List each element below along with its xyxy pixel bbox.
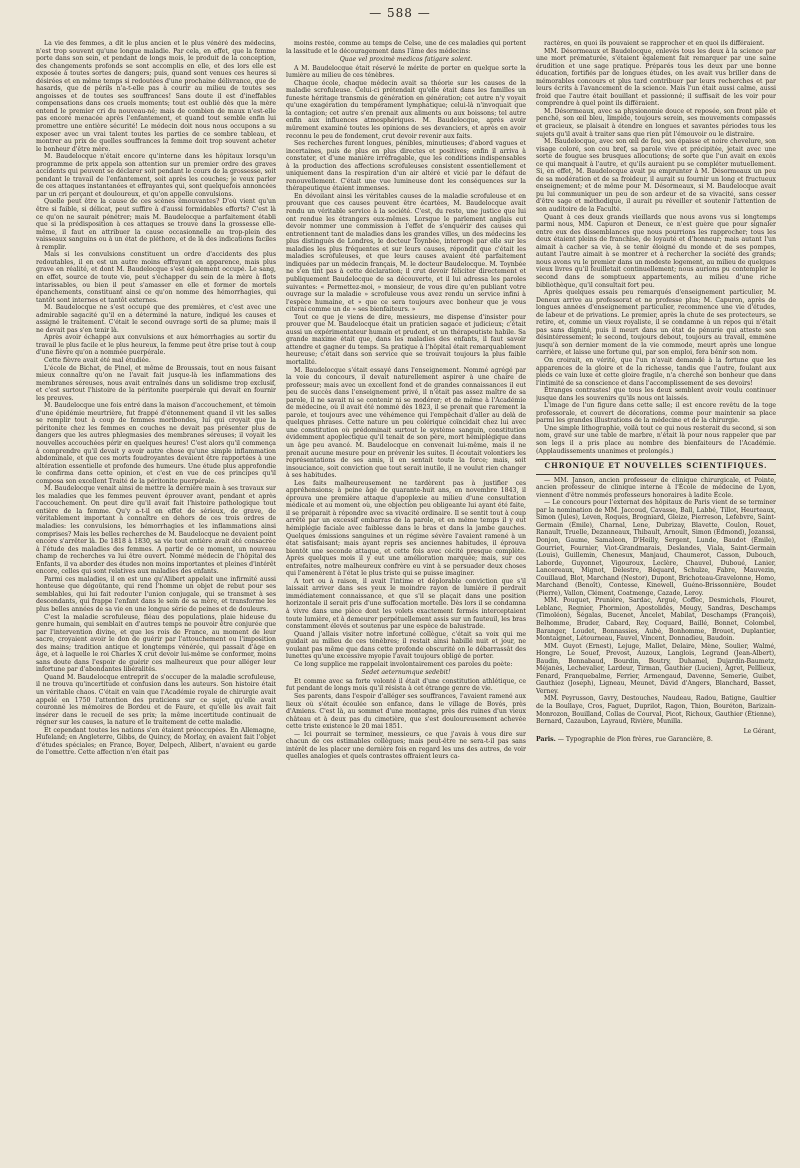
paragraph: La vie des femmes, a dit le plus ancien et le plus vénéré des médecins, n'est trop souvent qu'une longue maladie. Par cela, en effet, que la femme porte dans son sein, et pendant de longs mois, le produit de la conception, des changements profonds se sont accomplis en elle, et des lors elle est exposée à toutes sortes de dangers; puis, quand sont venues ces heures si désirées et en même temps si redoutées d'une prochaine délivrance, que de hasards, que de périls n'a-t-elle pas à courir au milieu de toutes ses angoisses et de toutes ses souffrances! Sans doute il est d'ineffables compensations dans ces cruels moments; tout est oublié dès que la mère entend le premier cri du nouveau-né; mais de combien de maux n'est-elle pas encore menacée après l'enfantement, et quand tout semble enfin lui promettre une entière sécurité! Le médecin doit nous nous occupons a su exposer avec un vrai talent toutes les parties de ce sombre tableau, et montrer au prix de quelles souffrances la femme doit trop souvent acheter le bonheur d'être mère. bbox=[36, 40, 276, 153]
paragraph: M. Désormeaux, avec sa physionomie douce et reposée, son front pâle et penché, son œil bleu, limpide, toujours serein, ses mouvements compassés et gracieux, se plaisait à étendre en longues et savantes périodes tous les sujets qu'il avait à traiter sans que rien pût l'émouvoir ou le distraire. bbox=[536, 107, 776, 138]
imprint-text: — Typographie de Plon frères, rue Garancière, 8. bbox=[555, 736, 713, 744]
paragraph: — Le concours pour l'externat des hôpitaux de Paris vient de se terminer par la nomination de MM. Jaccoud, Cavasse, Ball, Labbé, Tillot, Heurteaux, Simon (Jules), Leven, Roques, Brogniard, Gleize, Pierreson, Lefebvre, Saint-Germain (Émile), Charnal, Lene, Dubrizay, Blavette, Coulon, Rouet, Ranault, Truelle, Dezanneaux, Thibault, Arnoult, Simon (Edmond), Jozanssi, Donjon, Gaume, Samaleon, D'Heilly, Sergent, Lunde, Baudot (Émile), Gourriet, Fournier, Viot-Grandmarais, Deslandes, Viala, Saint-Germain (Louis), Guillemin, Chenesux, Manjaud, Chaumerot, Casson, Dubouch, Laborde, Guyonnet, Vigouroux, Leclère, Chauvel, Duboué, Lanier, Lancereaux, Mignot, Delestre, Béquard, Schulze, Fabre, Mauvezin, Couillaud, Blot, Marchand (Nestor), Dupont, Brichoteau-Gravelonne, Homo, Marchand (Benoît), Contesse, Kinewell, Guéno-Brissonnière, Boudet (Pierre), Vallon, Clément, Coatmenge, Cazade, Leroy. bbox=[536, 499, 776, 597]
paragraph: ractères, en quoi ils pouvaient se rapprocher et en quoi ils différaient. bbox=[544, 40, 765, 47]
paragraph: MM. Peyrusson, Gavry, Destouches, Naudeau, Radou, Batigne, Gaultier de la Boullaye, Cros, Faguet, Duprilot, Ragon, Thion, Bouréton, Barizain-Monrozon, Bouilland, Collas de Courval, Picot, Richoux, Gauthier (Étienne), Bernard, Cazaubon, Layraud, Rivière, Munilla. bbox=[536, 695, 776, 726]
paragraph: Tout ce que je viens de dire, messieurs, me dispense d'insister pour prouver que M. Baudelocque était un praticien sagace et judicieux; c'était aussi un expérimentateur humain et prudent, et un thérapeutiste habile. Sa grande maxime était que, dans les maladies des enfants, il faut savoir attendre et gagner du temps. Sa pratique à l'hôpital était remarquablement heureuse; c'était dans son service que se trouvait toujours la plus faible mortalité. bbox=[286, 313, 526, 366]
paragraph: Les faits malheureusement ne tardèrent pas à justifier ces appréhensions; à peine âgé de quarante-huit ans, en novembre 1843, il éprouva une première attaque d'apoplexie au milieu d'une consultation médicale et au moment où, une objection peu obligeante lui ayant été faite, il se préparait à répondre avec sa vivacité ordinaire. Il se sentit tout à coup arrêté par un excessif embarras de la parole, et en même temps il y eut hémiplégie faciale avec faiblesse dans le bras et dans la jambe gauches. Quelques émissions sanguines et un régime sévère l'avaient ramené à un état satisfaisant; mais ayant repris ses anciennes habitudes, il éprouva bientôt une seconde attaque, et cette fois avec cécité presque complète. Après quelques mois il y eut une amélioration marquée; mais, sur ces entrefaites, notre malheureux confrère eu vint à se persuader deux choses qui l'amenèrent à l'état le plus triste qui se puisse imaginer. bbox=[286, 479, 526, 578]
column-left bbox=[36, 40, 276, 1135]
paragraph: — Ici pourrait se terminer, messieurs, ce que j'avais à vous dire sur chacun de ces estimables collègues; mais peut-être ne sera-t-il pas sans intérêt de les placer une dernière fois en regard les uns des autres, de voir quelles analogies et quels contrastes offraient leurs ca- bbox=[286, 730, 526, 761]
paragraph: C'est la maladie scrofuleuse, fléau des populations, plaie hideuse du genre humain, qui semblait en d'autres temps ne pouvoir être conjurée que par l'intervention divine, et que les rois de France, au moment de leur sacre, croyaient avoir le don de guérir par l'attouchement ou l'imposition des mains; tradition antique et longtemps vénérée, qui passait d'âge en âge, et à laquelle le roi Charles X crut devoir lui-même se conformer, moins sans doute dans l'espoir de guérir ces malheureux que pour alléger leur infortune par d'abondantes libéralités. bbox=[36, 613, 276, 674]
paragraph: M. Baudelocque, avec son œil de feu, son épaisse et noire chevelure, son visage coloré, son cou bref, sa parole vive et précipitée, jetait avec une sorte de fougue ses brusques allocutions; de sorte que l'un avait en excès ce qui manquait à l'autre, et qu'ils auraient pu se compléter mutuellement. Si, en effet, M. Baudelocque avait pu emprunter à M. Désormeaux un peu de sa modération et de sa froideur, il aurait su fournir un long et fructueux enseignement; et de même pour M. Désormeaux, si M. Baudelocque avait pu lui communiquer un peu de son ardeur et de sa vivacité, sans cesser d'être sage et méthodique, il aurait pu réveiller et soutenir l'attention de son auditoire de la Faculté. bbox=[536, 138, 776, 214]
paragraph: Après quelques essais peu remarqués d'enseignement particulier, M. Deneux arrive au professorat et ne professe plus; M. Capuron, après de longues années d'enseignement particulier, recommence une vie d'études, de labeur et de privations. Le premier, après la chute de ses protecteurs, se retire, et, comme un vieux royaliste, il se condamne à un repos qui n'était pas sans dignité, puis il meurt dans un état de pénurie qui atteste son désintéressement; le second, toujours debout, toujours au travail, emmène jusqu'à son dernier moment de la vie commode, meurt après une longue carrière, et laisse une fortune qui, par son emploi, fera bénir son nom. bbox=[536, 289, 776, 357]
paragraph: — MM. Janson, ancien professeur de clinique chirurgicale, et Pointe, ancien professeur de clinique interne à l'École de médecine de Lyon, viennent d'être nommés professeurs honoraires à ladite École. bbox=[536, 476, 776, 499]
three-column-body bbox=[36, 40, 776, 1135]
section-divider bbox=[536, 459, 776, 460]
paragraph: A tort ou à raison, il avait l'intime et déplorable conviction que s'il laissait arriver dans ses yeux le moindre rayon de lumière il perdrait immédiatement connaissance, et que s'il se plaçait dans une position horizontale il serait pris d'une suffocation mortelle. Dès lors il se condamna à vivre dans une pièce dont les volets exactement fermés interceptaient toute lumière, et à demeurer perpétuellement assis sur un fauteuil, les bras constamment élevés et soutenus par une espèce de balustrade. bbox=[286, 577, 526, 631]
paragraph: MM. Désormeaux et Baudelocque, enlevés tous les deux à la science par une mort prématurée, s'étaient également fait remarquer par une saine érudition et une sage pratique. Préparés tous les deux par une bonne éducation, fortifiés par de longues études, on les avait vus briller dans de mémorables concours et plus tard contribuer par leurs recherches et par leurs écrits à l'avancement de la science. Mais l'un était aussi calme, aussi froid que l'autre était bouillant et passionné; il suffisait de les voir pour comprendre à quel point ils différaient. bbox=[536, 47, 776, 108]
paragraph: Ce long supplice me rappelait involontairement ces paroles du poète: bbox=[294, 660, 513, 668]
paragraph: Quelle peut être la cause de ces scènes émouvantes? D'où vient qu'un être si faible, si délicat, peut suffire à d'aussi formidables efforts? C'est là ce qu'on ne saurait pénétrer; mais M. Baudelocque a parfaitement établi que si la prédisposition à ces attaques se trouve dans la grossesse elle-même, il faut en attribuer la cause occasionnelle au trop-plein des vaisseaux sanguins ou à un état de pléthore, et de là des indications faciles à remplir. bbox=[36, 198, 276, 251]
paragraph: En dévoilant ainsi les véritables causes de la maladie scrofuleuse et en prouvant que ces causes peuvent être écartées, M. Baudelocque avait rendu un véritable service à la société. C'est, du reste, une justice que lui ont rendue les étrangers eux-mêmes. Lorsque le parlement anglais eut devoir nommer une commission à l'effet de s'enquérir des causes qui entretiennent tant de maladies dans les grandes villes, un des médecins les plus distingués de Londres, le docteur Toynbée, interrogé par elle sur les maladies les plus fréquentes et sur leurs causes, répondit que c'était les maladies scrofuleuses, et que leurs causes avaient été parfaitement indiquées par un médecin français, M. le docteur Baudelocque. M. Toynbée ne s'en tint pas à cette déclaration; il crut devoir féliciter directement et publiquement Baudelocque de sa découverte, et il lui adressa les paroles suivantes: « Permettez-moi, » monsieur, de vous dire qu'en publiant votre ouvrage sur la maladie » scrofuleuse vous avez rendu un service infini à l'espèce humaine, et » que ce sera toujours avec bonheur que je vous citerai comme un de » ses bienfaiteurs. » bbox=[286, 192, 526, 314]
paragraph: M. Baudelocque ne s'est occupé que des premières, et c'est avec une admirable sagacité qu'il en a déterminé la nature, indiqué les causes et assigné le traitement. C'était le second ouvrage sorti de sa plume; mais il ne devait pas s'en tenir là. bbox=[36, 304, 276, 334]
paragraph: MM. Pouquet, Prunière, Sardac, Argué, Coffec, Desmichels, Flouret, Leblanc, Regnier, Phormion, Apostolidès, Meugy, Sandras, Deschamps (Timoléon), Ségalas, Bucenet, Ancelet, Mabilat, Deschamps (François), Belhomme, Bruder, Cabard, Rey, Coquard, Baillé, Bonnet, Colombel, Baranger, Loudet, Bonnassies, Aubé, Bonhomme, Brouet, Duplantier, Montaignet, Létourneau, Fauvel, Vincent, Donnadieu, Baudoin. bbox=[536, 597, 776, 643]
paragraph: A M. Baudelocque était réservé le mérite de porter en quelque sorte la lumière au milieu de ces ténèbres. bbox=[286, 64, 526, 80]
paragraph: Quand M. Baudelocque entreprit de s'occuper de la maladie scrofuleuse, il ne trouva qu'incertitude et confusion dans les auteurs. Son histoire était un véritable chaos. C'était en vain que l'Académie royale de chirurgie avait appelé en 1750 l'attention des praticiens sur ce sujet, qu'elle avait couronné les mémoires de Bordeu et de Faure, et qu'elle les avait fait insérer dans le recueil de ses prix; la même incertitude continuait de régner sur les causes, la nature et le traitement de cette maladie. bbox=[36, 673, 276, 727]
paragraph: Après avoir échappé aux convulsions et aux hémorrhagies au sortir du travail le plus facile et le plus heureux, la femme peut être prise tout à coup d'une fièvre qu'on a nommée puerpérale. bbox=[36, 334, 276, 357]
paragraph: Ses parents, dans l'espoir d'alléger ses souffrances, l'avaient ramené aux lieux où s'était écoulée son enfance, dans le village de Bovés, près d'Amiens. C'est là, au sommet d'une montagne, près des ruines d'un vieux château et à deux pas du cimetière, que s'est douloureusement achevée cette triste existence le 20 mai 1851. bbox=[286, 693, 526, 731]
paragraph: moins restée, comme au temps de Celse, une de ces maladies qui portent la lassitude et le découragement dans l'âme des médecins: bbox=[286, 40, 526, 55]
paragraph: Parmi ces maladies, il en est une qu'Alibert appelait une infirmité aussi honteuse que dégoûtante, qui rend l'homme un objet de rebut pour ses semblables, qui lui fait redouter l'union conjugale, qui se transmet à ses descendants, qui frappe l'enfant dans le sein de sa mère, et transforme les plus belles années de sa vie en une longue série de peines et de douleurs. bbox=[36, 575, 276, 614]
paragraph: Ses recherches furent longues, pénibles, minutieuses; d'abord vagues et incertaines, puis de plus en plus directes et positives; enfin il arriva à constater, et d'une manière irréfragable, que les conditions indispensables à la production des affections scrofuleuses consistent essentiellement et uniquement dans la respiration d'un air altéré et vicié par le défaut de renouvellement. C'était une vue lumineuse dont les conséquences sur la thérapeutique étaient immenses. bbox=[286, 140, 526, 193]
paragraph: Étranges contrastes! que tous les deux semblent avoir voulu continuer jusque dans les souvenirs qu'ils nous ont laissés. bbox=[536, 387, 776, 402]
paragraph: M. Baudelocque une fois entré dans la maison d'accouchement, et témoin d'une épidémie meurtrière, fut frappé d'étonnement quand il vit les salles se remplir tout à coup de femmes moribondes, lui qui croyait que la péritonite chez les femmes en couches ne devait pas présenter plus de dangers que les autres phlegmasies des membranes séreuses; il voyait les nouvelles accouchées périr en quelques heures! C'est alors qu'il commença à comprendre qu'il devait y avoir autre chose qu'une simple inflammation abdominale, et que ces morts foudroyantes devaient être rapportées à une altération essentielle et profonde des humeurs. Une étude plus approfondie le confirma dans cette opinion, et c'est en vue de ces principes qu'il composa son excellent Traité de la péritonite puerpérale. bbox=[36, 402, 276, 485]
imprint-city: Paris. bbox=[536, 736, 556, 744]
paragraph: L'école de Bichat, de Pinel, et même de Broussais, tout en nous faisant mieux connaître qu'on ne l'avait fait jusque-là les inflammations des membranes séreuses, nous avait entraînés dans un solidisme trop exclusif, et c'est surtout l'histoire de la péritonite puerpérale qui devait en fournir les preuves. bbox=[36, 364, 276, 402]
paragraph: Mais si les convulsions constituent un ordre d'accidents des plus redoutables, il en est un autre moins effrayant en apparence, mais plus grave en réalité, et dont M. Baudelocque s'est également occupé. Le sang, en effet, source de toute vie, peut s'échapper du sein de la mère à flots intarissables, ou bien il peut s'amasser en elle et former de mortels épanchements, constituant ainsi ce qu'on nomme des hémorrhagies, qui tantôt sont internes et tantôt externes. bbox=[36, 251, 276, 304]
section-heading: CHRONIQUE ET NOUVELLES SCIENTIFIQUES. bbox=[544, 461, 768, 471]
paragraph: Et comme avec sa forte volonté il était d'une constitution athlétique, ce fut pendant de longs mois qu'il résista à cet étrange genre de vie. bbox=[286, 677, 526, 693]
paragraph: M. Baudelocque s'était essayé dans l'enseignement. Nommé agrégé par la voie du concours, il devait naturellement aspirer à une chaire de professeur; mais avec un excellent fond et de grandes connaissances il eut peu de succès dans l'enseignement privé, il n'était pas assez maître de sa parole, il ne savait ni se contenir ni se modérer; et de même à l'Académie de médecine, où il avait été nommé dès 1823, il se prenait que rarement la parole, et toujours avec une véhémence qui l'empêchait d'aller au delà de quelques phrases. Cette nature un peu colérique coïncidait chez lui avec une constitution où prédominait surtout le système sanguin, constitution évidemment apoplectique qu'il tenait de son père, mort hémiplégique dans un âge peu avancé. M. Baudelocque en convenait lui-même, mais il ne prenait aucune mesure pour en prévenir les suites. Il écoutait volontiers les représentations de ses amis, il en sentait toute la force; mais, soit insouciance, soit conviction que tout serait inutile, il ne voulut rien changer à ses habitudes. bbox=[286, 366, 526, 480]
paragraph: Une simple lithographie, voilà tout ce qui nous resterait du second, si son nom, gravé sur une table de marbre, n'était là pour nous rappeler que par son legs il a pris place au nombre des bienfaiteurs de l'Académie. (Applaudissements unanimes et prolongés.) bbox=[536, 424, 776, 455]
column-middle bbox=[286, 40, 526, 1135]
paragraph: M. Baudelocque venait ainsi de mettre la dernière main à ses travaux sur les maladies que les femmes peuvent éprouver avant, pendant et après l'accouchement. On peut dire qu'il avait fait l'histoire pathologique tout entière de la femme. Qu'y a-t-il en effet de sérieux, de grave, de véritablement important à connaître en dehors de ces trois ordres de maladies: les convulsions, les hémorrhagies et les inflammations ainsi comprises? Mais les belles recherches de M. Baudelocque ne devaient point encore s'arrêter là. De 1818 à 1830, sa vie tout entière avait été consacrée à l'étude des maladies des femmes. A partir de ce moment, un nouveau champ de recherches va lui être ouvert. Nommé médecin de l'hôpital des Enfants, il va aborder des études non moins importantes et pleines d'intérêt encore, celles qui sont relatives aux maladies des enfants. bbox=[36, 485, 276, 576]
paragraph: MM. Guyot (Ernest), Lejuge, Mallet, Delaire, Mène, Soulier, Walmé, Hongre, Le Souef, Prevost, Auzoux, Langlois, Legrand (Jean-Albert), Baudin, Bonnabaud, Bourdin, Boutry, Duhamel, Dujardin-Baumetz, Méjanès, Lechevalier, Lardeur, Tirman, Gauthier (Lucien), Agret, Pelllieux, Fenard, Franquebalme, Ferrier, Armengaud, Davenne, Semerie, Guibet, Gauthiez (Joseph), Ligneau, Meunet, David d'Angers, Blanchard, Basset, Verney. bbox=[536, 642, 776, 695]
paragraph: On croirait, en vérité, que l'un n'avait demandé à la fortune que les apparences de la gloire et de la richesse, tandis que l'autre, foulant aux pieds ce vain luxe et cette gloire fragile, n'a cherché son bonheur que dans l'intimité de sa conscience et dans l'accomplissement de ses devoirs! bbox=[536, 356, 776, 387]
paragraph: M. Baudelocque n'était encore qu'interne dans les hôpitaux lorsqu'un programme de prix appela son attention sur un premier ordre des graves accidents qui peuvent se déclarer soit pendant le cours de la grossesse, soit pendant le travail de l'enfantement, soit après les couches; je veux parler de ces attaques instantanées et effrayantes qui, sont quelquefois annoncées par un cri perçant et douloureux, et qu'on appelle convulsions. bbox=[36, 153, 276, 198]
page-number: — 588 — bbox=[369, 6, 431, 20]
paragraph: Chaque école, chaque médecin avait sa théorie sur les causes de la maladie scrofuleuse. Celui-ci prétendait qu'elle était dans les familles un funeste héritage transmis de génération en génération; cet autre n'y voyait qu'une exagération du tempérament lymphatique; celui-là n'invoquait que la contagion; cet autre s'en prenait aux aliments ou aux boissons; tel autre enfin aux influences atmosphériques. M. Baudelocque, après avoir mûrement examiné toutes les opinions de ses devanciers, et après en avoir reconnu le peu de fondement, crut devoir revenir aux faits. bbox=[286, 79, 526, 140]
paragraph: Quant à ces deux grands vieillards que nous avons vus si longtemps parmi nous, MM. Capuron et Deneux, ce n'est guère que pour signaler entre eux des dissemblances que nous pourrions les rapprocher; tous les deux étaient pleins de franchise, de loyauté et d'honneur; mais autant l'un aimait à cacher sa vie, à se tenir éloigné du monde et de ses pompes, autant l'autre aimait à se montrer et à rechercher la société des grands; nous avons vu le premier dans un modeste logement, au milieu de quelques vieux livres qu'il feuilletait continuellement; nous aurions pu contempler le second dans de somptueux appartements, au milieu d'une riche bibliothèque, qu'il consultait fort peu. bbox=[536, 213, 776, 289]
paragraph: Quand j'allais visiter notre infortuné collègue, c'était sa voix qui me guidait au milieu de ces ténèbres; il restait ainsi habillé nuit et jour, ne voulant pas même que dans cette profonde obscurité on le débarrassât des lunettes qu'une excessive myopie l'avait toujours obligé de porter. bbox=[286, 630, 526, 661]
column-right bbox=[536, 40, 776, 1135]
latin-quote: Quae vel proximè medicos fatigare solent. bbox=[339, 56, 473, 64]
manager-signature: Le Gérant, bbox=[743, 727, 776, 735]
paragraph: L'image de l'un figure dans cette salle; il est encore revêtu de la toge professorale, et couvert de décorations, comme pour maintenir sa place parmi les grandes illustrations de la médecine et de la chirurgie. bbox=[536, 402, 776, 425]
printer-imprint bbox=[536, 736, 776, 744]
latin-quote: Sedet aeternumque sedebit! bbox=[361, 669, 451, 677]
paragraph: Cette fièvre avait été mal étudiée. bbox=[44, 356, 151, 364]
section-divider bbox=[536, 474, 776, 475]
paragraph: Et cependant toutes les nations s'en étaient préoccupées. En Allemagne, Hufeland; en Angleterre, Gibbs, de Quincy, de Morlay, en avaient fait l'objet d'études spéciales; en France, Boyer, Delpech, Alibert, n'avaient eu garde de l'omettre. Cette affection n'en était pas bbox=[36, 726, 276, 757]
